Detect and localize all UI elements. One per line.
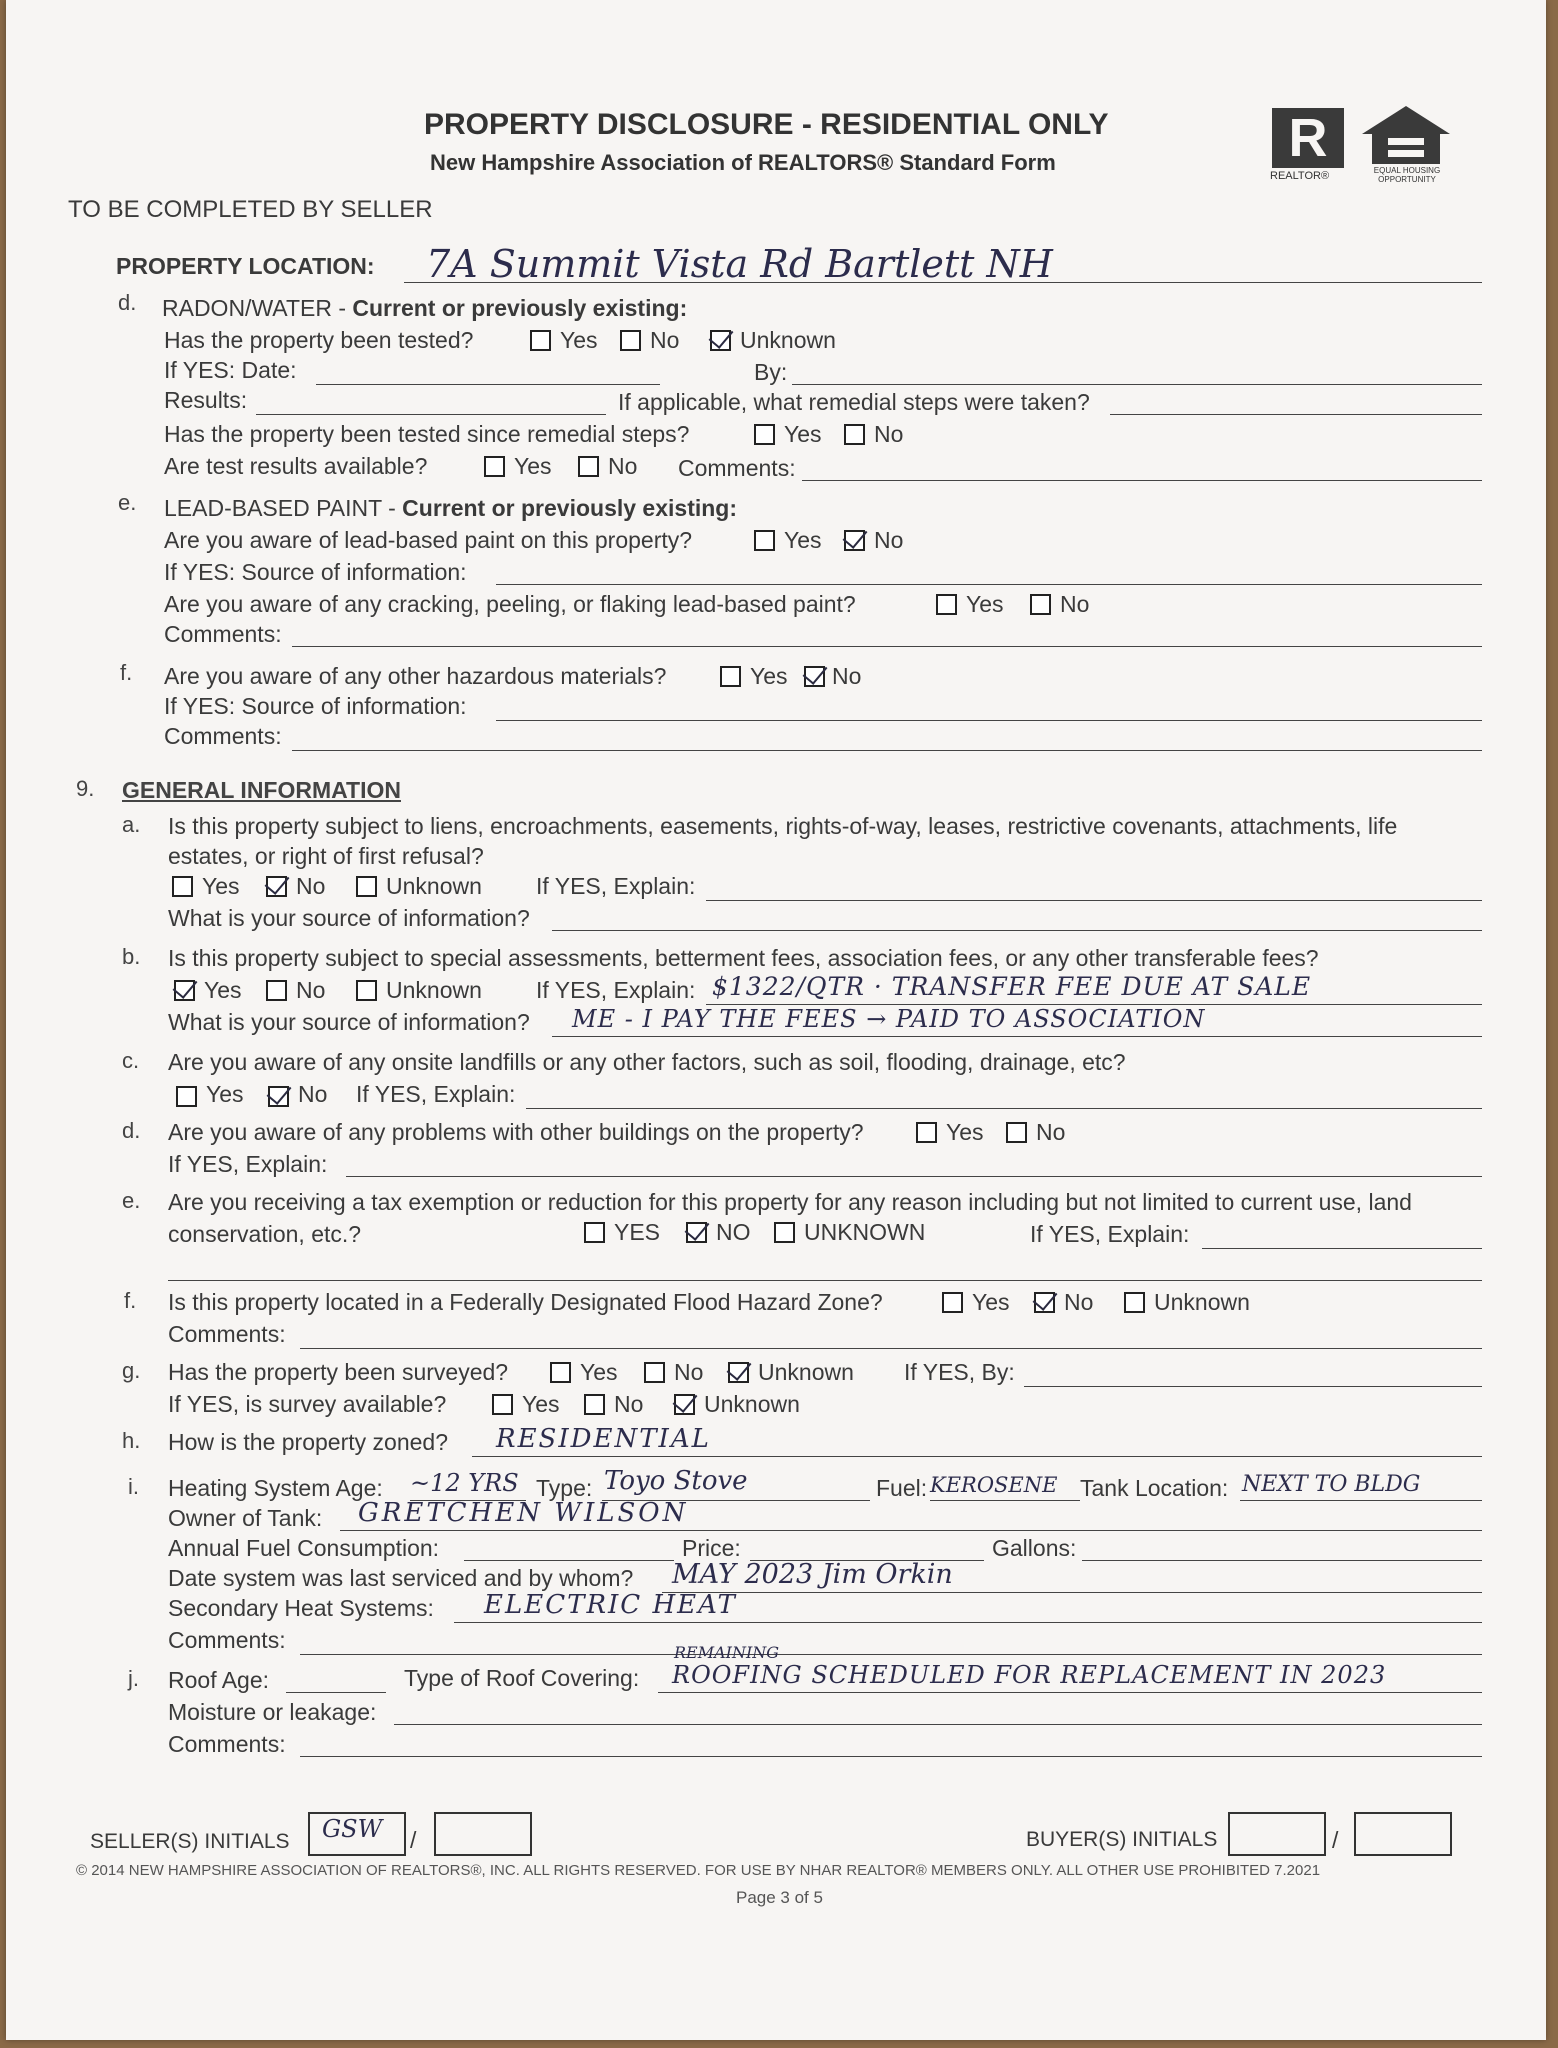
- tax-yes-checkbox[interactable]: [584, 1222, 605, 1243]
- serviced-label: Date system was last serviced and by whom?: [168, 1565, 634, 1591]
- no-label: No: [874, 421, 904, 447]
- landfill-question: Are you aware of any onsite landfills or any other factors, such as soil, flooding, drainage, etc?: [168, 1049, 1126, 1075]
- tax-no-checkbox[interactable]: [686, 1222, 707, 1243]
- radon-by-label: By:: [754, 359, 788, 385]
- seller-initials-label: SELLER(S) INITIALS: [90, 1830, 290, 1853]
- buildings-no-checkbox[interactable]: [1006, 1122, 1027, 1143]
- liens-unknown-checkbox[interactable]: [356, 876, 377, 897]
- zoned-question: How is the property zoned?: [168, 1429, 448, 1455]
- survey-yes-checkbox[interactable]: [550, 1362, 571, 1383]
- no-label: No: [298, 1081, 328, 1107]
- fees-unknown-checkbox[interactable]: [356, 980, 377, 1001]
- item-letter: i.: [128, 1474, 139, 1499]
- yes-label: Yes: [522, 1391, 560, 1417]
- landfill-yes-checkbox[interactable]: [176, 1086, 197, 1107]
- radon-results-available-question: Are test results available?: [164, 453, 428, 479]
- form-subtitle: New Hampshire Association of REALTORS® Standard Form: [430, 150, 1056, 175]
- general-information-title: GENERAL INFORMATION: [122, 777, 401, 803]
- liens-question-cont: estates, or right of first refusal?: [168, 843, 484, 869]
- radon-title: RADON/WATER - Current or previously existing:: [162, 295, 688, 321]
- lead-aware-question: Are you aware of lead-based paint on this property?: [164, 527, 693, 553]
- initials-slash: /: [1332, 1827, 1339, 1853]
- fees-source-label: What is your source of information?: [168, 1009, 530, 1035]
- radon-date-label: If YES: Date:: [164, 357, 297, 383]
- lead-source-label: If YES: Source of information:: [164, 559, 467, 585]
- survey-by-label: If YES, By:: [904, 1359, 1015, 1385]
- serviced-value[interactable]: MAY 2023 Jim Orkin: [672, 1559, 953, 1590]
- tank-location-value[interactable]: NEXT TO BLDG: [1242, 1472, 1421, 1497]
- hazard-no-checkbox[interactable]: [804, 666, 825, 687]
- section-number: 9.: [76, 776, 95, 801]
- annual-fuel-label: Annual Fuel Consumption:: [168, 1535, 440, 1561]
- yes-label: Yes: [560, 327, 598, 353]
- yes-label: Yes: [204, 977, 242, 1003]
- survey-available-yes-checkbox[interactable]: [492, 1394, 513, 1415]
- item-letter: d.: [122, 1118, 141, 1143]
- survey-unknown-checkbox[interactable]: [728, 1362, 749, 1383]
- page-number: Page 3 of 5: [736, 1888, 823, 1907]
- radon-tested-question: Has the property been tested?: [164, 327, 474, 353]
- survey-available-no-checkbox[interactable]: [584, 1394, 605, 1415]
- radon-retested-yes-checkbox[interactable]: [754, 424, 775, 445]
- tax-question-cont: conservation, etc.?: [168, 1221, 362, 1247]
- yes-label: Yes: [784, 421, 822, 447]
- realtor-letter: R: [1288, 108, 1328, 168]
- heating-fuel-value[interactable]: KEROSENE: [930, 1473, 1058, 1497]
- unknown-label: Unknown: [758, 1359, 854, 1385]
- item-letter: f.: [124, 1288, 137, 1313]
- no-label: No: [1036, 1119, 1066, 1145]
- unknown-label: Unknown: [1154, 1289, 1250, 1315]
- radon-tested-unknown-checkbox[interactable]: [710, 330, 731, 351]
- roof-age-label: Roof Age:: [168, 1667, 270, 1693]
- heating-fuel-label: Fuel:: [876, 1475, 928, 1501]
- fees-explain-value[interactable]: $1322/QTR · TRANSFER FEE DUE AT SALE: [712, 972, 1312, 1001]
- landfill-explain-label: If YES, Explain:: [356, 1081, 516, 1107]
- seller-initials-box-2[interactable]: [434, 1812, 532, 1856]
- item-letter: b.: [122, 944, 141, 969]
- roof-covering-label: Type of Roof Covering:: [404, 1665, 640, 1691]
- buyer-initials-box-2[interactable]: [1354, 1812, 1452, 1856]
- hazard-source-label: If YES: Source of information:: [164, 693, 467, 719]
- moisture-label: Moisture or leakage:: [168, 1699, 377, 1725]
- lead-no-checkbox[interactable]: [844, 530, 865, 551]
- survey-question: Has the property been surveyed?: [168, 1359, 509, 1385]
- flood-no-checkbox[interactable]: [1034, 1292, 1055, 1313]
- lead-cracking-yes-checkbox[interactable]: [936, 594, 957, 615]
- buyer-initials-box-1[interactable]: [1228, 1812, 1326, 1856]
- yes-label: Yes: [784, 527, 822, 553]
- buildings-yes-checkbox[interactable]: [916, 1122, 937, 1143]
- item-letter: c.: [122, 1048, 140, 1073]
- secondary-heat-value[interactable]: ELECTRIC HEAT: [484, 1590, 737, 1620]
- unknown-label: Unknown: [704, 1391, 800, 1417]
- item-letter: h.: [122, 1428, 141, 1453]
- unknown-label: Unknown: [386, 977, 482, 1003]
- unknown-label: Unknown: [386, 873, 482, 899]
- fees-yes-checkbox[interactable]: [174, 980, 195, 1001]
- property-location-value[interactable]: 7A Summit Vista Rd Bartlett NH: [426, 242, 1053, 286]
- survey-available-unknown-checkbox[interactable]: [674, 1394, 695, 1415]
- liens-source-label: What is your source of information?: [168, 905, 530, 931]
- yes-label: Yes: [966, 591, 1004, 617]
- no-label: NO: [716, 1219, 751, 1245]
- radon-tested-yes-checkbox[interactable]: [530, 330, 551, 351]
- yes-label: YES: [614, 1219, 661, 1245]
- tank-location-label: Tank Location:: [1080, 1475, 1229, 1501]
- copyright-notice: © 2014 NEW HAMPSHIRE ASSOCIATION OF REALTORS®, INC. ALL RIGHTS RESERVED. FOR USE BY NHAR REALTOR® MEMBERS ONLY. ALL OTHER USE PROHIBITED 7.2021: [76, 1862, 1321, 1879]
- radon-retested-question: Has the property been tested since remedial steps?: [164, 421, 690, 447]
- tank-owner-value[interactable]: GRETCHEN WILSON: [358, 1498, 689, 1528]
- no-label: No: [296, 977, 326, 1003]
- flood-question: Is this property located in a Federally Designated Flood Hazard Zone?: [168, 1289, 883, 1315]
- tax-explain-label: If YES, Explain:: [1030, 1221, 1190, 1247]
- heating-comments-label: Comments:: [168, 1627, 286, 1653]
- tank-owner-label: Owner of Tank:: [168, 1505, 323, 1531]
- radon-remedial-label: If applicable, what remedial steps were taken?: [618, 389, 1090, 415]
- roof-covering-above: REMAINING: [674, 1643, 780, 1662]
- no-label: No: [1060, 591, 1090, 617]
- no-label: No: [614, 1391, 644, 1417]
- roof-comments-label: Comments:: [168, 1731, 286, 1757]
- item-letter: g.: [122, 1358, 141, 1383]
- radon-tested-no-checkbox[interactable]: [620, 330, 641, 351]
- flood-unknown-checkbox[interactable]: [1124, 1292, 1145, 1313]
- no-label: No: [1064, 1289, 1094, 1315]
- item-letter: d.: [118, 290, 137, 315]
- heating-age-value[interactable]: ~12 YRS: [410, 1469, 519, 1497]
- fees-question: Is this property subject to special assessments, betterment fees, association fees, or any other transferable fees?: [168, 945, 1319, 971]
- heating-age-label: Heating System Age:: [168, 1475, 383, 1501]
- survey-available-question: If YES, is survey available?: [168, 1391, 447, 1417]
- yes-label: Yes: [972, 1289, 1010, 1315]
- radon-retested-no-checkbox[interactable]: [844, 424, 865, 445]
- lead-cracking-question: Are you aware of any cracking, peeling, or flaking lead-based paint?: [164, 591, 856, 617]
- price-label: Price:: [682, 1535, 741, 1561]
- liens-no-checkbox[interactable]: [266, 876, 287, 897]
- roof-covering-value[interactable]: ROOFING SCHEDULED FOR REPLACEMENT IN 2023: [672, 1661, 1387, 1689]
- hazard-question: Are you aware of any other hazardous materials?: [164, 663, 667, 689]
- tax-question: Are you receiving a tax exemption or reduction for this property for any reason including but not limited to current use, land: [168, 1189, 1412, 1215]
- hazard-yes-checkbox[interactable]: [720, 666, 741, 687]
- no-label: No: [874, 527, 904, 553]
- buyer-initials-label: BUYER(S) INITIALS: [1026, 1828, 1218, 1851]
- radon-results-label: Results:: [164, 387, 248, 413]
- initials-slash: /: [410, 1827, 417, 1853]
- landfill-no-checkbox[interactable]: [268, 1086, 289, 1107]
- no-label: No: [296, 873, 326, 899]
- no-label: No: [674, 1359, 704, 1385]
- form-title: PROPERTY DISCLOSURE - RESIDENTIAL ONLY: [424, 108, 1109, 141]
- heating-type-label: Type:: [536, 1475, 593, 1501]
- no-label: No: [650, 327, 680, 353]
- heating-type-value[interactable]: Toyo Stove: [604, 1466, 748, 1496]
- survey-no-checkbox[interactable]: [644, 1362, 665, 1383]
- item-letter: e.: [118, 490, 137, 515]
- item-letter: a.: [122, 812, 141, 837]
- fees-no-checkbox[interactable]: [266, 980, 287, 1001]
- gallons-label: Gallons:: [992, 1535, 1077, 1561]
- unknown-label: UNKNOWN: [804, 1219, 926, 1245]
- item-letter: j.: [128, 1666, 139, 1691]
- flood-comments-label: Comments:: [168, 1321, 286, 1347]
- flood-yes-checkbox[interactable]: [942, 1292, 963, 1313]
- fees-explain-label: If YES, Explain:: [536, 977, 696, 1003]
- yes-label: Yes: [946, 1119, 984, 1145]
- liens-yes-checkbox[interactable]: [172, 876, 193, 897]
- lead-comments-label: Comments:: [164, 621, 282, 647]
- radon-results-no-checkbox[interactable]: [578, 456, 599, 477]
- lead-cracking-no-checkbox[interactable]: [1030, 594, 1051, 615]
- item-letter: e.: [122, 1188, 141, 1213]
- radon-results-yes-checkbox[interactable]: [484, 456, 505, 477]
- zoned-value[interactable]: RESIDENTIAL: [496, 1424, 711, 1454]
- no-label: No: [608, 453, 638, 479]
- lead-title: LEAD-BASED PAINT - Current or previously existing:: [164, 495, 738, 521]
- buildings-question: Are you aware of any problems with other buildings on the property?: [168, 1119, 864, 1145]
- secondary-heat-label: Secondary Heat Systems:: [168, 1595, 434, 1621]
- yes-label: Yes: [514, 453, 552, 479]
- yes-label: Yes: [206, 1081, 244, 1107]
- seller-initials-value: GSW: [322, 1815, 383, 1843]
- realtor-logo: [1272, 108, 1344, 168]
- property-location-label: PROPERTY LOCATION:: [116, 253, 375, 279]
- fees-source-value[interactable]: ME - I PAY THE FEES → PAID TO ASSOCIATION: [572, 1005, 1206, 1033]
- form-page: [6, 0, 1546, 2040]
- unknown-label: Unknown: [740, 327, 836, 353]
- realtor-text: REALTOR®: [1270, 170, 1330, 182]
- radon-comments-label: Comments:: [678, 455, 796, 481]
- yes-label: Yes: [750, 663, 788, 689]
- equal-housing-icon: [1360, 104, 1452, 166]
- equal-housing-text: EQUAL HOUSING OPPORTUNITY: [1373, 166, 1441, 184]
- no-label: No: [832, 663, 862, 689]
- lead-yes-checkbox[interactable]: [754, 530, 775, 551]
- yes-label: Yes: [202, 873, 240, 899]
- tax-unknown-checkbox[interactable]: [774, 1222, 795, 1243]
- completed-by-seller: TO BE COMPLETED BY SELLER: [68, 196, 433, 223]
- liens-question: Is this property subject to liens, encroachments, easements, rights-of-way, leases, restrictive covenants, attachments, life: [168, 813, 1398, 839]
- liens-explain-label: If YES, Explain:: [536, 873, 696, 899]
- buildings-explain-label: If YES, Explain:: [168, 1151, 328, 1177]
- yes-label: Yes: [580, 1359, 618, 1385]
- hazard-comments-label: Comments:: [164, 723, 282, 749]
- item-letter: f.: [120, 660, 133, 685]
